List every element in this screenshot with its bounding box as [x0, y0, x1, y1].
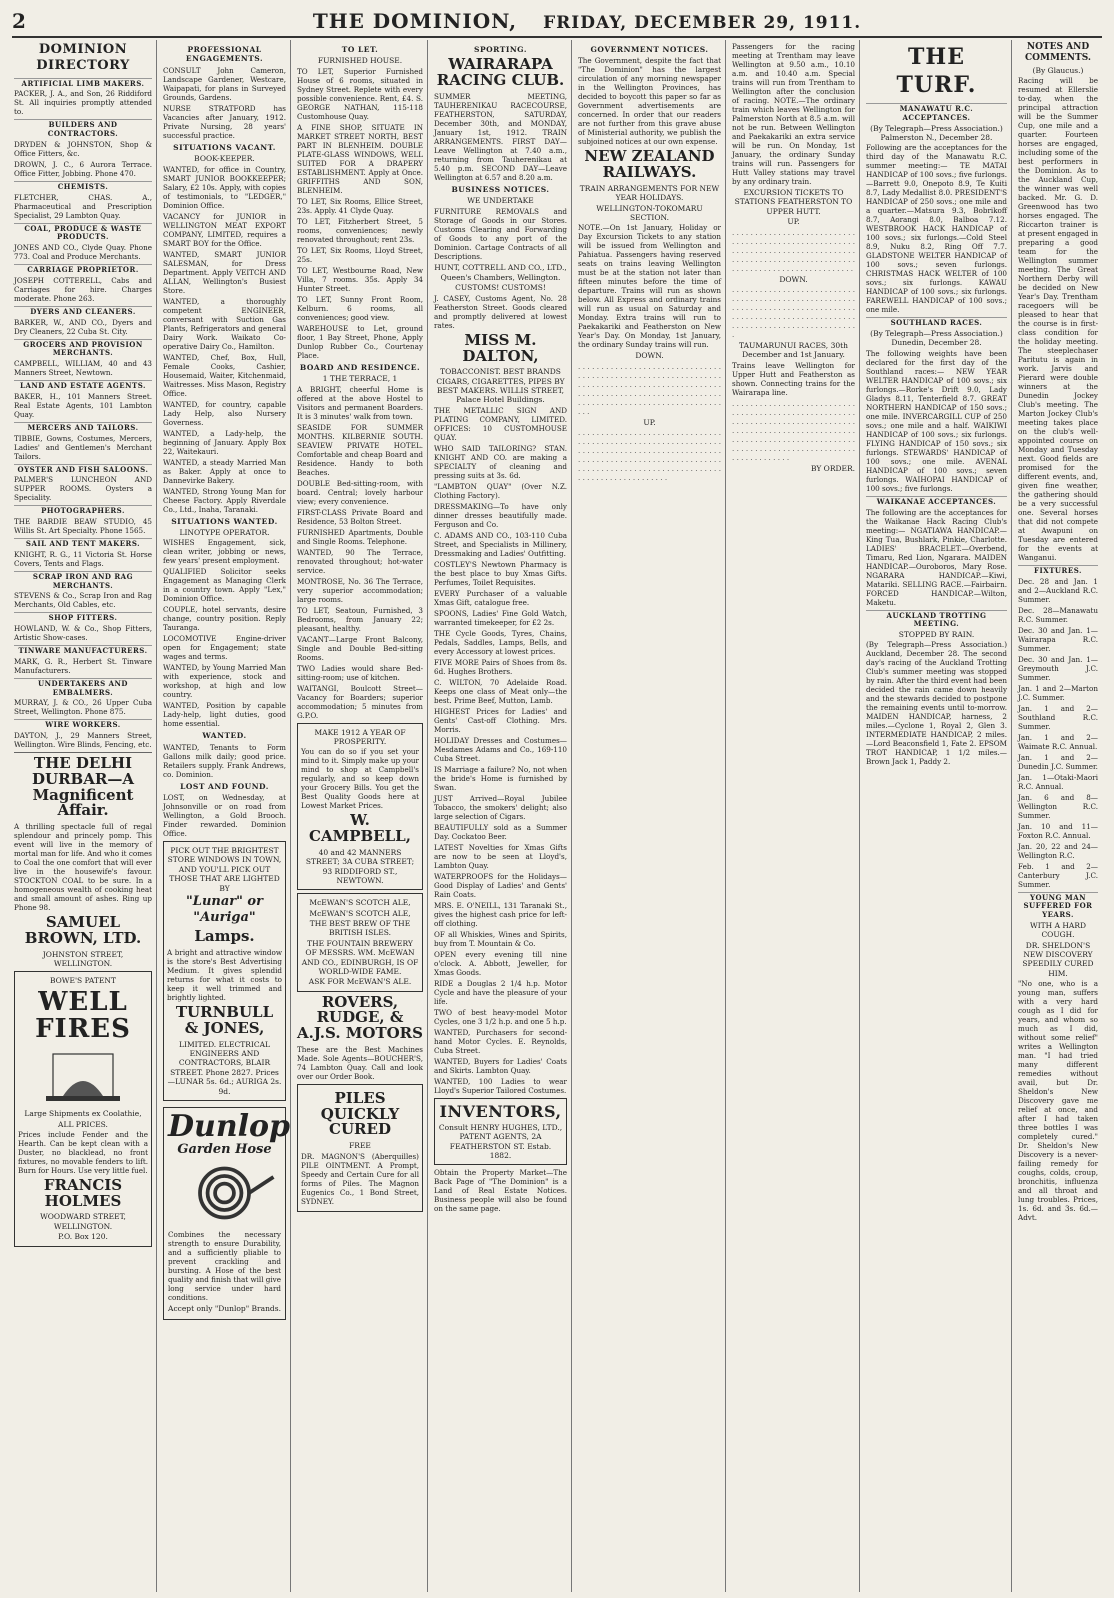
business-entry: DRESSMAKING—To have only dinner dresses beautifully made. Ferguson and Co.	[434, 501, 567, 529]
notes-text: Racing will be resumed at Ellerslie to-day, when the principal attraction will be the Summer Cup, one mile and a quarter. Fourteen horses are engaged, including some of the best performers in the Dominion. As to the Auckland Cup, the winner was well backed. Mr. G. D. Greenwood has two horses engaged. The Riccarton trainer is at present engaged in preparing a good team for the Wellington summer meeting. The Great Northern Derby will be decided on New Year's Day. Trentham racegoers will be pleased to hear that the course is in first-class condition for the holiday meeting. The steeplechaser Paritutu is again in work. Jarvis and Pierard were double winners at the Dunedin Jockey Club's meeting. The Marton Jockey Club's meeting takes place on the club's well-appointed course on Monday and Tuesday next. Good fields are promised for the different events, and, given fine weather, the gathering should be a very successful one. Several horses that did not compete at Awapuni on Tuesday are entered for the events at Wanganui.	[1018, 75, 1098, 562]
column-situations	[161, 40, 291, 1592]
inventors-ad	[434, 1098, 567, 1166]
po-box: P.O. Box 120.	[58, 1232, 108, 1242]
lost-text: LOST, on Wednesday, at Johnsonville or on road from Wellington, a Gold Brooch. Finder rewarded. Dominion Office.	[163, 793, 286, 838]
fires-text: Prices include Fender and the Hearth. Can be kept clean with a Duster, no blacklead, no front fixtures, no movable fenders to lift. Burn for Hours. Use very little fuel.	[18, 1129, 148, 1175]
racing-club-text: SUMMER MEETING, TAUHERENIKAU RACECOURSE, FEATHERSTON, SATURDAY, December 30th, and MONDAY, January 1st, 1912. TRAIN ARRANGEMENTS. FIRST DAY—Leave Wellington at 7.40 a.m., returning from Tauherenikau at 5.40 p.m. SECOND DAY—Leave Wellington at 6.57 and 8.20 a.m.	[434, 91, 567, 182]
directory-section-heading: DYERS AND CLEANERS.	[14, 306, 152, 317]
business-entry: BEAUTIFULLY sold as a Summer Day. Cockatoo Beer.	[434, 822, 567, 841]
situation-vacant-entry: WANTED, a steady Married Man as Baker. Apply at once to Dannevirke Bakery.	[163, 457, 286, 485]
columns	[12, 40, 1102, 1592]
fixture-entry: Jan. 1 and 2—Waimate R.C. Annual.	[1018, 732, 1098, 751]
southland-heading: SOUTHLAND RACES.	[866, 317, 1007, 328]
to-let-heading: TO LET.	[341, 45, 379, 54]
to-let-list	[297, 67, 423, 360]
professional-entry: CONSULT John Cameron, Landscape Gardener, Westcare, Waipapati, for plans in Surveyed Grounds, Gardens.	[163, 65, 286, 102]
directory-entry: MARK, G. R., Herbert St. Tinware Manufacturers.	[14, 656, 152, 675]
directory-entry: CAMPBELL, WILLIAM, 40 and 43 Manners Street, Newtown.	[14, 359, 152, 377]
directory-entry: BAKER, H., 101 Manners Street. Real Estate Agents, 101 Lambton Quay.	[14, 391, 152, 419]
down-heading-2: DOWN.	[779, 274, 808, 284]
by-order: BY ORDER.	[810, 463, 855, 473]
garden-hose-icon	[168, 1158, 281, 1228]
board-entry: FIRST-CLASS Private Board and Residence, 53 Bolton Street.	[297, 507, 423, 526]
situation-vacant-entry: WANTED, Chef, Box, Hull, Female Cooks, Cashier, Housemaid, Waiter, Kitchenmaid, Waitresses. Miss Mason, Registry Office.	[163, 352, 286, 398]
auckland-heading: AUCKLAND TROTTING MEETING.	[866, 610, 1007, 630]
column-government-2	[730, 40, 860, 1592]
business-entry: HOLIDAY Dresses and Costumes—Mesdames Adams and Co., 169-110 Cuba Street.	[434, 735, 567, 763]
bowes-label: BOWE'S PATENT	[50, 976, 116, 986]
directory-section-heading: COAL, PRODUCE & WASTE PRODUCTS.	[14, 223, 152, 243]
to-let-entry: TO LET, Six Rooms, Ellice Street, 23s. Apply. 41 Clyde Quay.	[297, 196, 423, 215]
situations-vacant-heading: SITUATIONS VACANT.	[173, 142, 276, 152]
business-entry: WANTED, Purchasers for second-hand Motor Cycles. E. Reynolds, Cuba Street.	[434, 1027, 567, 1055]
young-man-sub: WITH A HARD COUGH.	[1029, 920, 1086, 940]
well-fires-heading: WELL FIRES	[35, 986, 131, 1044]
business-entry: EVERY Purchaser of a valuable Xmas Gift, catalogue free.	[434, 588, 567, 607]
business-entry: COSTLEY'S Newtown Pharmacy is the best place to buy Xmas Gifts. Perfumes, Toilet Requisites.	[434, 559, 567, 587]
dunlop-title: Dunlop	[168, 1108, 291, 1144]
directory-section-heading: ARTIFICIAL LIMB MAKERS.	[14, 78, 152, 89]
situation-vacant-entry: WANTED, a Lady-help, the beginning of January. Apply Box 22, Waitekauri.	[163, 428, 286, 456]
linotype-heading: LINOTYPE OPERATOR.	[179, 527, 270, 537]
mcewan-heading-1: McEWAN'S SCOTCH ALE,	[309, 898, 411, 908]
directory-sections	[14, 78, 152, 750]
situation-wanted-entry: LOCOMOTIVE Engine-driver open for Engagement; state wages and terms.	[163, 634, 286, 662]
directory-section-heading: OYSTER AND FISH SALOONS.	[14, 464, 152, 475]
business-entry: MRS. E. O'NEILL, 131 Taranaki St., gives the highest cash price for left-off clothing.	[434, 900, 567, 928]
professional-heading: PROFESSIONAL ENGAGEMENTS.	[185, 45, 264, 64]
young-man-sub-2: DR. SHELDON'S NEW DISCOVERY SPEEDILY CURED HIM.	[1022, 940, 1094, 978]
business-entry: RIDE a Douglas 2 1/4 h.p. Motor Cycle and have the pleasure of your life.	[434, 978, 567, 1006]
directory-entry: DRYDEN & JOHNSTON, Shop & Office Fitters, &c.	[14, 139, 152, 158]
directory-entry: JOSEPH COTTERELL, Cabs and Carriages for hire. Charges moderate. Phone 263.	[14, 275, 152, 303]
column-turf	[864, 40, 1012, 1592]
manawatu-heading: MANAWATU R.C. ACCEPTANCES.	[866, 103, 1007, 123]
wanted-text: WANTED, Tenants to Form Gallons milk daily; good price. Retailers supply. Frank Andrews, co. Dominion.	[163, 742, 286, 779]
francis-holmes-heading: FRANCIS HOLMES	[43, 1175, 123, 1210]
note-2: Trains leave Wellington for Upper Hutt and Featherston as shown. Connecting trains for the Wairarapa line.	[732, 360, 855, 397]
customs-heading: CUSTOMS! CUSTOMS!	[455, 283, 546, 293]
masthead	[12, 6, 1102, 38]
lunar-heading: "Lunar" or "Auriga"	[186, 893, 263, 926]
board-entry: SEASIDE FOR SUMMER MONTHS. KILBERNIE SOUTH. SEAVIEW PRIVATE HOTEL. Comfortable and cheap Board and Residence. Handy to both Beaches.	[297, 422, 423, 477]
directory-entry: THE BARDIE BEAW STUDIO, 45 Willis St. Art Specialty. Phone 1565.	[14, 517, 152, 535]
business-entry: OPEN every evening till nine o'clock. A. Abbott, Jeweller, for Xmas Goods.	[434, 949, 567, 977]
business-heading: BUSINESS NOTICES.	[451, 184, 550, 194]
taumarunui-heading: TAUMARUNUI RACES, 30th December and 1st January.	[739, 340, 848, 360]
situation-wanted-entry: WISHES Engagement, sick, clean writer, jobbing or news, few years' present employment.	[163, 538, 286, 566]
campbell-ad	[297, 723, 423, 891]
business-entry: "LAMBTON QUAY" (Over N.Z. Clothing Factory).	[434, 481, 567, 500]
column-notes	[1016, 40, 1102, 1592]
board-entry: VACANT—Large Front Balcony, Single and Double Bed-sitting Rooms.	[297, 634, 423, 662]
waikanae-heading: WAIKANAE ACCEPTANCES.	[866, 496, 1007, 507]
board-entry: FURNISHED Apartments, Double and Single Rooms. Telephone.	[297, 527, 423, 546]
inventors-note: Obtain the Property Market—The Back Page of "The Dominion" is a Land of Real Estate Notices. Business people will also be found on the same page.	[434, 1168, 567, 1214]
professional-entry: NURSE STRATFORD has Vacancies after January, 1912. Private Nursing, 28 years' successful practice.	[163, 103, 286, 140]
page-number: 2	[12, 9, 26, 33]
business-list	[434, 406, 567, 1095]
bookkeeper-heading: BOOK-KEEPER.	[194, 154, 255, 164]
dunlop-sub: Accept only "Dunlop" Brands.	[168, 1304, 281, 1314]
situation-wanted-entry: COUPLE, hotel servants, desire change, country position. Reply Tauranga.	[163, 605, 286, 633]
garden-hose-title: Garden Hose	[177, 1141, 272, 1157]
young-man-text: "No one, who is a young man, suffers with a very hard cough as I did for years, and whom so much as I did, without some relief" writes a Wellington man. "I had tried many different remedies without avail, but Dr. Sheldon's New Discovery gave me relief at once, and after I had taken three bottles I was completely cured." Dr. Sheldon's New Discovery is a never-failing remedy for coughs, colds, croup, bronchitis, influenza and all throat and lung troubles. Prices, 1s. 6d. and 3s. 6d.—Advt.	[1018, 979, 1098, 1223]
professional-list	[163, 66, 286, 140]
directory-section-heading: CARRIAGE PROPRIETOR.	[14, 264, 152, 275]
dunlop-ad	[163, 1107, 291, 1320]
fixture-entry: Jan. 6 and 8—Wellington R.C. Summer.	[1018, 792, 1098, 820]
all-prices-text: ALL PRICES.	[58, 1119, 108, 1129]
timetable-extra: . . . . . . . . . . . . . . . . . . . . . . . . . . . . . . . . . . . . . . . . . . . . . . . . . . . . . . . . . . . . . . . . . . . . . . . . . . . . . . . . . . . . . . . . . . . . . . . . . . . . . . . . . . . . . . . . . . . . . . . . . . . . . . . . . . . . . . . . . . . . . . . . . . . . . . . . . . . . . . . . . . . . . . . . . . . . . . .	[732, 398, 855, 462]
business-entry: IS Marriage a failure? No, not when the bride's Home is furnished by Swan.	[434, 764, 567, 792]
situations-wanted-list	[163, 538, 286, 728]
directory-section-heading: CHEMISTS.	[14, 181, 152, 192]
board-entry: TO LET, Seatoun, Furnished, 3 Bedrooms, from January 22; pleasant, healthy.	[297, 605, 423, 633]
lamps-heading: Lamps.	[194, 927, 255, 946]
hunt-heading: HUNT, COTTRELL AND CO., LTD.,	[434, 262, 567, 272]
fixture-entry: Jan. 1 and 2—Marton J.C. Summer.	[1018, 683, 1098, 702]
fixture-entry: Jan. 1 and 2—Dunedin J.C. Summer.	[1018, 752, 1098, 771]
government-heading: GOVERNMENT NOTICES.	[590, 45, 709, 54]
campbell-address: 40 and 42 MANNERS STREET; 3A CUBA STREET; 93 RIDDIFORD ST., NEWTOWN.	[305, 847, 415, 885]
hose-text: Combines the necessary strength to ensure Durability, and a sufficiently pliable to prevent crackling and bursting. A Hose of the best quality and finish that will give long service under hard conditions.	[168, 1230, 281, 1303]
timetable-up-2: . . . . . . . . . . . . . . . . . . . . . . . . . . . . . . . . . . . . . . . . . . . . . . . . . . . . . . . . . . . . . . . . . . . . . . . . . . . . . . . . . . . . . . . . . . . . . . . . . . . . . . . . . . . . . . . . . . . . . . . . . . . . . . . . . . . . . . .	[732, 227, 855, 273]
excursion-heading: EXCURSION TICKETS TO STATIONS FEATHERSTON TO UPPER HUTT.	[734, 188, 853, 216]
board-entry: TWO Ladies would share Bed-sitting-room; use of kitchen.	[297, 663, 423, 682]
arrangements-heading: TRAIN ARRANGEMENTS FOR NEW YEAR HOLIDAYS.	[579, 183, 720, 203]
directory-entry: PACKER, J. A., and Son, 26 Riddiford St. All inquiries promptly attended to.	[14, 89, 152, 117]
situation-wanted-entry: QUALIFIED Solicitor seeks Engagement as Managing Clerk in a country town. Apply "Lex," Dominion Office.	[163, 567, 286, 604]
directory-entry: BARKER, W., AND CO., Dyers and Dry Cleaners, 22 Cuba St. City.	[14, 317, 152, 336]
dalton-heading: MISS M. DALTON,	[462, 330, 539, 365]
directory-entry: DAYTON, J., 29 Manners Street, Wellington. Wire Blinds, Fencing, etc.	[14, 731, 152, 749]
down-heading: DOWN.	[635, 351, 664, 361]
fixtures-list	[1018, 577, 1098, 889]
situation-vacant-entry: VACANCY for JUNIOR in WELLINGTON MEAT EXPORT COMPANY, LIMITED, requires a SMART BOY for the Office.	[163, 211, 286, 248]
auckland-text: (By Telegraph—Press Association.) Auckland, December 28. The second day's racing of the Auckland Trotting Club's summer meeting was stopped by rain. After the third event had been decided the rain came down heavily and the stewards decided to postpone the remaining events until to-morrow. MAIDEN HANDICAP, harness, 2 miles.—Cyclone 1, Royal 2, Glen 3. INTERMEDIATE HANDICAP, 2 miles.—Lord Beaconsfield 1, Fate 2. EPSOM TROT HANDICAP, 1 1/2 miles.—Brown Jack 1, Paddy 2.	[866, 640, 1007, 767]
fixture-entry: Jan. 1 and 2—Southland R.C. Summer.	[1018, 703, 1098, 731]
hunt-address: Queen's Chambers, Wellington.	[440, 273, 561, 282]
business-entry: C. WILTON, 70 Adelaide Road. Keeps one class of Meat only—the best. Prime Beef, Mutton, Lamb.	[434, 677, 567, 705]
manawatu-text: Following are the acceptances for the third day of the Manawatu R.C. summer meeting:— TE MATAI HANDICAP of 100 sovs.; five furlongs.—Barrett 9.0, Onepoto 8.9, Te Kuiti 8.7, Lady Medallist 8.0. PRESIDENT'S HANDICAP of 250 sovs.; one mile and a quarter.—Matsura 9.3, Bobrikoff 8.7, Aorangi 8.0, Balboa 7.12. WESTBROOK HACK HANDICAP of 100 sovs.; six furlongs.—Cold Steel 8.9, Nuku 8.2, Ring Off 7.7. GLADSTONE WELTER HANDICAP of 100 sovs.; seven furlongs. CHRISTMAS HACK WELTER of 100 sovs.; six furlongs. KAWAU HANDICAP of 100 sovs.; six furlongs. FAREWELL HANDICAP of 100 sovs.; one mile.	[866, 143, 1007, 315]
fixture-entry: Jan. 1—Otaki-Maori R.C. Annual.	[1018, 772, 1098, 791]
inventors-heading: INVENTORS,	[439, 1101, 562, 1121]
business-entry: TWO of best heavy-model Motor Cycles, one 3 1/2 h.p. and one 5 h.p.	[434, 1007, 567, 1026]
business-entry: WANTED, 100 Ladies to wear Lloyd's Superior Tailored Costumes.	[434, 1076, 567, 1095]
directory-title: DOMINION DIRECTORY	[36, 42, 130, 74]
terrace-heading: 1 THE TERRACE, 1	[322, 374, 398, 384]
divider	[14, 752, 152, 753]
turnbull-heading: TURNBULL & JONES,	[175, 1003, 274, 1037]
board-list	[297, 385, 423, 720]
fixtures-heading: FIXTURES.	[1018, 565, 1098, 576]
column-to-let	[295, 40, 428, 1592]
to-let-entry: TO LET, Six Rooms, Lloyd Street, 25s.	[297, 245, 423, 264]
inventors-sub: Consult HENRY HUGHES, LTD., PATENT AGENTS, 2A FEATHERSTON ST. Estab. 1882.	[438, 1122, 563, 1160]
business-entry: FIVE MORE Pairs of Shoes from 8s. 6d. Hughes Brothers.	[434, 657, 567, 676]
piles-ad	[297, 1084, 423, 1212]
directory-section-heading: SHOP FITTERS.	[14, 612, 152, 623]
board-entry: WANTED, 90 The Terrace, renovated throughout; hot-water service.	[297, 547, 423, 575]
business-entry: THE METALLIC SIGN AND PLATING COMPANY, LIMITED. OFFICES: 10 CUSTOMHOUSE QUAY.	[434, 405, 567, 442]
stopped-heading: STOPPED BY RAIN.	[898, 630, 975, 639]
durbar-text: A thrilling spectacle full of regal splendour and princely pomp. This event will live in the memory of mortal man for life. And who it comes to Coal the one comfort that will ever live in the housewife's favour. STOCKTON COAL to be sure. In a homogeneous wealth of cooking heat and small amount of ashes. Ring up Phone 98.	[14, 822, 152, 912]
directory-section-heading: MERCERS AND TAILORS.	[14, 422, 152, 433]
to-let-entry: A FINE SHOP, SITUATE IN MARKET STREET NORTH, BEST PART IN BLENHEIM. DOUBLE PLATE-GLASS WINDOWS, WELL SUITED FOR A DRAPERY ESTABLISHMENT. Apply at Once. GRIFFITHS AND SON, BLENHEIM.	[297, 122, 423, 195]
board-entry: DOUBLE Bed-sitting-room, with board. Central; lovely harbour view; every convenience.	[297, 478, 423, 506]
directory-section-heading: PHOTOGRAPHERS.	[14, 505, 152, 516]
notes-heading: NOTES AND COMMENTS.	[1024, 42, 1092, 64]
board-entry: MONTROSE, No. 36 The Terrace, very superior accommodation; large rooms.	[297, 576, 423, 604]
directory-section-heading: UNDERTAKERS AND EMBALMERS.	[14, 678, 152, 698]
paper-name: THE DOMINION,	[312, 9, 518, 33]
young-man-heading: YOUNG MAN SUFFERED FOR YEARS.	[1018, 892, 1098, 920]
francis-holmes-address: WOODWARD STREET, WELLINGTON.	[40, 1212, 126, 1231]
to-let-entry: WAREHOUSE to Let, ground floor, 1 Bay Street, Phone, Apply Dunlop Rubber Co., Courtenay Place.	[297, 323, 423, 360]
ask-text: ASK FOR McEWAN'S ALE.	[308, 977, 412, 987]
directory-section-heading: TINWARE MANUFACTURERS.	[14, 645, 152, 656]
railways-heading: NEW ZEALAND RAILWAYS.	[584, 147, 715, 182]
column-sporting	[432, 40, 572, 1592]
fixture-entry: Dec. 28—Manawatu R.C. Summer.	[1018, 605, 1098, 624]
business-entry: OF all Whiskies, Wines and Spirits, buy from T. Mountain & Co.	[434, 929, 567, 948]
manawatu-byline: (By Telegraph—Press Association.) Palmerston N., December 28.	[870, 123, 1003, 142]
fixture-entry: Jan. 10 and 11—Foxton R.C. Annual.	[1018, 821, 1098, 840]
board-heading: BOARD AND RESIDENCE.	[299, 362, 421, 372]
situation-vacant-entry: WANTED, for country, capable Lady Help, also Nursery Governess.	[163, 399, 286, 427]
to-let-entry: TO LET, Fitzherbert Street, 5 rooms, conveniences; newly renovated throughout; rent 23s.	[297, 216, 423, 244]
issue-date: FRIDAY, DECEMBER 29, 1911.	[543, 13, 862, 33]
directory-entry: STEVENS & Co., Scrap Iron and Rag Merchants, Old Cables, etc.	[14, 591, 152, 610]
waikanae-text: The following are the acceptances for the Waikanae Hack Racing Club's meeting:— NGATIAWA HANDICAP.—King Tua, Bushlark, Pinkie, Charlotte. LADIES' BRACELET.—Overbend, Timaru, Red Lion, Ngarara. MAIDEN HANDICAP.—Ouroboros, Mary Rose. NGARARA HANDICAP.—Kiwi, Matariki. SELLING RACE.—Fairbairn. FORCED HANDICAP.—Wilton, Maketu.	[866, 507, 1007, 607]
situation-wanted-entry: WANTED, by Young Married Man with experience, stock and workshop, at high and low country.	[163, 663, 286, 700]
southland-text: The following weights have been declared for the first day of the Southland races:— NEW YEAR WELTER HANDICAP of 100 sovs.; six furlongs.—Rorke's Drift 9.0, Lady Gladys 8.11, Tenterfield 8.7. GREAT NORTHERN HANDICAP of 150 sovs.; one mile. INVERCARGILL CUP of 250 sovs.; one mile and a half. WAIKIWI HANDICAP of 100 sovs.; six furlongs. FLYING HANDICAP of 150 sovs.; six furlongs. STEWARDS' HANDICAP of 100 sovs.; one mile. AVENAL HANDICAP of 100 sovs.; seven furlongs. WAIHOPAI HANDICAP of 100 sovs.; five furlongs.	[866, 348, 1007, 493]
situation-vacant-entry: WANTED, for office in Country, SMART JUNIOR BOOKKEEPER; Salary, £2 10s. Apply, with copies of testimonials, to "LEDGER," Dominion Office.	[163, 164, 286, 210]
up-heading: UP.	[643, 417, 656, 427]
up-heading-2: UP.	[787, 217, 800, 227]
rovers-text: These are the Best Machines Made. Sole Agents—BOUCHER'S, 74 Lambton Quay. Call and look over our Order Book.	[297, 1044, 423, 1081]
free-label: FREE	[349, 1141, 371, 1151]
directory-entry: KNIGHT, R. G., 11 Victoria St. Horse Covers, Tents and Flags.	[14, 549, 152, 568]
casey-text: J. CASEY, Customs Agent, No. 28 Featherston Street. Goods cleared and promptly delivered at lowest rates.	[434, 293, 567, 330]
furnished-heading: FURNISHED HOUSE.	[317, 56, 403, 66]
board-entry: WAITANGI, Boulcott Street—Vacancy for Boarders; superior accommodation; 5 minutes from G.P.O.	[297, 683, 423, 720]
fixture-entry: Feb. 1 and 2—Canterbury J.C. Summer.	[1018, 861, 1098, 889]
lamps-text: A bright and attractive window is the store's Best Advertising Medium. It gives splendid returns for what it costs to keep it well trimmed and brightly lighted.	[167, 948, 282, 1003]
directory-entry: MURRAY, J. & CO., 26 Upper Cuba Street, Wellington. Phone 875.	[14, 698, 152, 717]
piles-text: DR. MAGNON'S (Aberquilles) PILE OINTMENT. A Prompt, Speedy and Certain Cure for all forms of Piles. The Magnon Eugenics Co., 1 Bond Street, SYDNEY.	[301, 1151, 419, 1206]
directory-entry: PALMER'S LUNCHEON AND SUPPER ROOMS. Oysters a Speciality.	[14, 475, 152, 503]
rovers-heading: ROVERS, RUDGE, & A.J.S. MOTORS	[297, 992, 423, 1043]
southland-byline: (By Telegraph—Press Association.) Dunedin, December 28.	[870, 329, 1003, 348]
directory-entry: HOWLAND, W. & Co., Shop Fitters, Artistic Show-cases.	[14, 624, 152, 642]
turf-heading: THE TURF.	[896, 44, 977, 98]
mcewan-best: THE BEST BREW OF THE BRITISH ISLES.	[309, 919, 411, 938]
mcewan-ad	[297, 893, 423, 991]
directory-section-heading: SAIL AND TENT MAKERS.	[14, 538, 152, 549]
situation-vacant-entry: WANTED, a thoroughly competent ENGINEER, conversant with Suction Gas Plants, Refrigerators and general Dairy Work. Waikato Co-operative Dairy Co., Hamilton.	[163, 296, 286, 351]
directory-entry: TIBBIE, Gowns, Costumes, Mercers, Ladies' and Gentlemen's Merchant Tailors.	[14, 433, 152, 461]
directory-entry: FLETCHER, CHAS. A., Pharmaceutical and Prescription Specialist, 29 Lambton Quay.	[14, 192, 152, 220]
piles-heading: PILES QUICKLY CURED	[320, 1088, 400, 1139]
fountain-text: THE FOUNTAIN BREWERY OF MESSRS. WM. McEWAN AND CO., EDINBURGH, IS OF WORLD-WIDE FAME.	[301, 938, 419, 976]
fixture-entry: Dec. 30 and Jan. 1—Greymouth J.C. Summer.	[1018, 654, 1098, 682]
fixture-entry: Dec. 28 and Jan. 1 and 2—Auckland R.C. Summer.	[1018, 576, 1098, 604]
lost-found-heading: LOST AND FOUND.	[180, 781, 269, 791]
samuel-brown-address: JOHNSTON STREET, WELLINGTON.	[42, 949, 124, 968]
timetable-up: . . . . . . . . . . . . . . . . . . . . . . . . . . . . . . . . . . . . . . . . . . . . . . . . . . . . . . . . . . . . . . . . . . . . . . . . . . . . . . . . . . . . . . . . . . . . . . . . . . . . . . . . . . . . . . . . . . . . . . . . . . . . . . . . . . . . . . . . . . . . . . . . . . . . . . . . . . . . . . . . . . . . . . . . . . . . . . .	[578, 428, 721, 483]
board-entry: A BRIGHT, cheerful Home is offered at the above Hostel to Visitors and permanent Boarders. It is 3 minutes' walk from town.	[297, 384, 423, 421]
notes-byline: (By Glaucus.)	[1032, 65, 1084, 75]
situation-vacant-entry: WANTED, Strong Young Man for Cheese Factory. Apply Riverdale Co., Ltd., Inaha, Taranaki.	[163, 486, 286, 514]
business-entry: WHO SAID TAILORING? STAN. KNIGHT AND CO. are making a SPECIALTY of cleaning and pressing suits at 3s. 6d.	[434, 443, 567, 480]
directory-section-heading: SCRAP IRON AND RAG MERCHANTS.	[14, 571, 152, 591]
business-entry: WATERPROOFS for the Holidays—Good Display of Ladies' and Gents' Rain Coats.	[434, 871, 567, 899]
campbell-heading: W. CAMPBELL,	[309, 811, 411, 845]
fixture-entry: Dec. 30 and Jan. 1—Wairarapa R.C. Summer.	[1018, 625, 1098, 653]
column-directory	[12, 40, 157, 1592]
undertake-text: FURNITURE REMOVALS and Storage of Goods in our Stores. Customs Clearing and Forwarding of Goods to any port of the Dominion. Cartage Contracts of all Descriptions.	[434, 206, 567, 261]
fixture-entry: Jan. 20, 22 and 24—Wellington R.C.	[1018, 841, 1098, 860]
directory-section-heading: WIRE WORKERS.	[14, 719, 152, 730]
business-entry: SPOONS, Ladies' Fine Gold Watch, warranted timekeeper, for £2 2s.	[434, 608, 567, 627]
timetable-down-2: . . . . . . . . . . . . . . . . . . . . . . . . . . . . . . . . . . . . . . . . . . . . . . . . . . . . . . . . . . . . . . . . . . . . . . . . . . . . . . . . . . . . . . . . . . . . . . . . . . . . . . . . . . . . . . . . . . . . . . . . . . . . . . . . . . . . . . . .	[732, 284, 855, 339]
samuel-brown-heading: SAMUEL BROWN, LTD.	[24, 913, 142, 947]
situation-vacant-entry: WANTED, SMART JUNIOR SALESMAN, for Dress Department. Apply VEITCH AND ALLAN, Wellington's Busiest Store.	[163, 249, 286, 295]
business-entry: HIGHEST Prices for Ladies' and Gents' Cast-off Clothing. Mrs. Morris.	[434, 706, 567, 734]
shipment-text: Large Shipments ex Coolathie,	[24, 1109, 142, 1119]
government-intro: The Government, despite the fact that "The Dominion" has the largest circulation of any morning newspaper in the Wellington Provinces, has decided to boycott this paper so far as Government advertisements are concerned. In order that our readers are not further from this grave abuse of Ministerial authority, we publish the subjoined notices at our own expense.	[578, 56, 721, 147]
situations-vacant-list	[163, 165, 286, 514]
fireplace-icon	[18, 1046, 148, 1106]
government-text: NOTE.—On 1st January, Holiday or Day Excursion Tickets to any station will be issued from Wellington and Pahiatua. Passengers having reserved seats on trains leaving Wellington must be at the station not later than fifteen minutes before the time of departure. Trains will run as shown below. All Express and ordinary trains will run as usual on Saturday and Monday. Extra trains will run to Paekakariki and Featherston on New Year's Day. On Monday, 1st January, the ordinary Sunday trains will run.	[578, 223, 721, 350]
business-entry: THE Cycle Goods, Tyres, Chains, Pedals, Saddles, Lamps, Bells, and every Accessory at lowest prices.	[434, 628, 567, 656]
business-entry: JUST Arrived—Royal Jubilee Tobacco, the smokers' delight; also large selection of Cigars.	[434, 793, 567, 821]
paper-title	[72, 9, 1102, 33]
sporting-heading: SPORTING.	[474, 45, 527, 54]
wanted-heading: WANTED.	[202, 731, 247, 741]
business-entry: LATEST Novelties for Xmas Gifts are now to be seen at Lloyd's, Lambton Quay.	[434, 842, 567, 870]
directory-section-heading: BUILDERS AND CONTRACTORS.	[14, 119, 152, 139]
durbar-heading: THE DELHI DURBAR—A Magnificent Affair.	[32, 754, 134, 820]
to-let-entry: TO LET, Sunny Front Room, Kelburn. 6 rooms, all conveniences; good view.	[297, 294, 423, 322]
directory-section-heading: GROCERS AND PROVISION MERCHANTS.	[14, 339, 152, 359]
government-text-2: Passengers for the racing meeting at Trentham may leave Wellington at 9.50 a.m., 10.10 a.m. and 10.40 a.m. Special trains will run from Trentham to Wellington after the conclusion of racing. NOTE.—The ordinary train which leaves Wellington for Palmerston North at 8.5 a.m. will not be run. Between Wellington and Paekakariki an extra service will be run. On Monday, 1st January, the ordinary Sunday trains will run. Passengers for Hutt Valley stations may travel by any ordinary train.	[732, 42, 855, 186]
prosperity-heading: MAKE 1912 A YEAR OF PROSPERITY.	[314, 727, 406, 746]
situation-wanted-entry: WANTED, Position by capable Lady-help, light duties, good home essential.	[163, 701, 286, 729]
to-let-entry: TO LET, Westbourne Road, New Villa, 7 rooms. 35s. Apply 34 Hunter Street.	[297, 265, 423, 293]
timetable-down: . . . . . . . . . . . . . . . . . . . . . . . . . . . . . . . . . . . . . . . . . . . . . . . . . . . . . . . . . . . . . . . . . . . . . . . . . . . . . . . . . . . . . . . . . . . . . . . . . . . . . . . . . . . . . . . . . . . . . . . . . . . . . . . . . . . . . . . . . . . . . . . . . . . . . . . . . . . . . .	[578, 361, 721, 416]
turnbull-sub: LIMITED. ELECTRICAL ENGINEERS AND CONTRACTORS, BLAIR STREET. Phone 2827. Prices—LUNAR 5s. 6d.; AURIGA 2s. 9d.	[167, 1039, 282, 1096]
column-government	[576, 40, 726, 1592]
situations-wanted-heading: SITUATIONS WANTED.	[171, 516, 278, 526]
section-heading: WELLINGTON-TOKOMARU SECTION.	[596, 203, 703, 222]
undertake-heading: WE UNDERTAKE	[467, 196, 534, 206]
lamps-ad	[163, 841, 286, 1101]
business-entry: WANTED, Buyers for Ladies' Coats and Skirts. Lambton Quay.	[434, 1056, 567, 1075]
directory-section-heading: LAND AND ESTATE AGENTS.	[14, 380, 152, 391]
mcewan-heading-2: McEWAN'S SCOTCH ALE,	[309, 908, 411, 918]
well-fires-ad	[14, 971, 152, 1246]
dalton-sub: TOBACCONIST. BEST BRANDS CIGARS, CIGARETTES, PIPES BY BEST MAKERS. WILLIS STREET, Palace Hotel Buildings.	[436, 367, 565, 405]
directory-entry: JONES AND CO., Clyde Quay. Phone 773. Coal and Produce Merchants.	[14, 243, 152, 261]
to-let-entry: TO LET, Superior Furnished House of 6 rooms, situated in Sydney Street. Replete with every possible convenience. Rent, £4. S. GEORGE NATHAN, 115-118 Customhouse Quay.	[297, 66, 423, 121]
pick-text: PICK OUT THE BRIGHTEST STORE WINDOWS IN TOWN, AND YOU'LL PICK OUT THOSE THAT ARE LIGHTED BY	[167, 846, 282, 893]
business-entry: C. ADAMS AND CO., 103-110 Cuba Street, and Specialists in Millinery, Dressmaking and Ladies' Outfitting.	[434, 530, 567, 558]
prosperity-text: You can do so if you set your mind to it. Simply make up your mind to shop at Campbell's regularly, and so keep down your Grocery Bills. You get the Best Quality Goods here at Lowest Market Prices.	[301, 747, 419, 811]
directory-entry: DROWN, J. C., 6 Aurora Terrace. Office Fitter, Jobbing. Phone 470.	[14, 159, 152, 178]
racing-club-heading: WAIRARAPA RACING CLUB.	[436, 55, 565, 90]
